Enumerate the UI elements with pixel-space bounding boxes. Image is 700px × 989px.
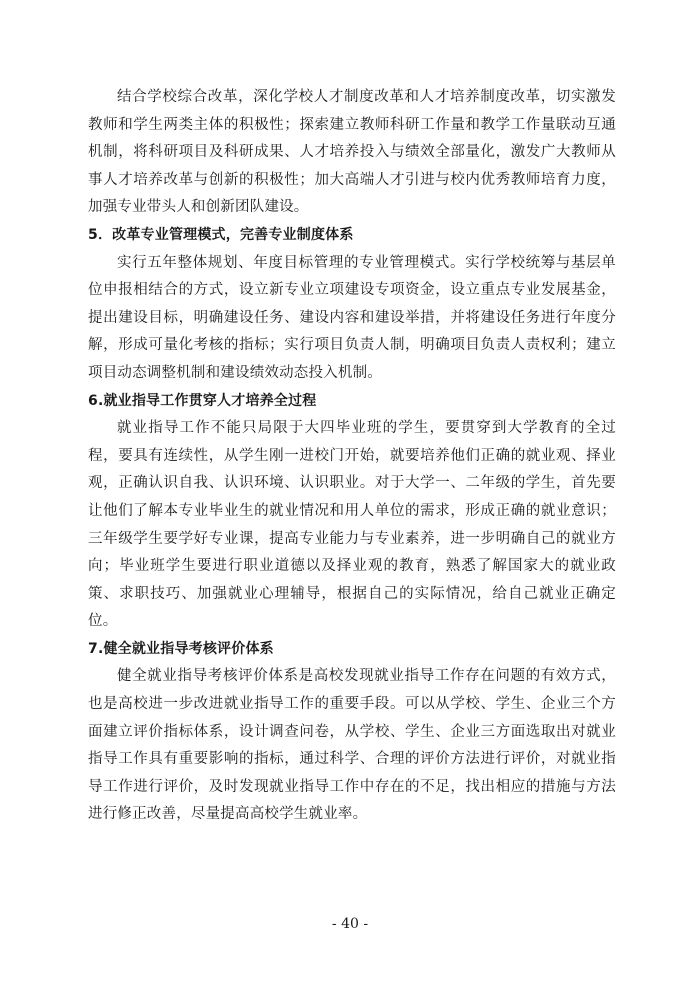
paragraph-specialty-management: 实行五年整体规划、年度目标管理的专业管理模式。实行学校统筹与基层单位申报相结合的方式，设立新专业立项建设专项资金，设立重点专业发展基金，提出建设目标，明确建设任务、建设内容和建设举措，并将建设任务进行年度分解，形成可量化考核的指标；实行项目负责人制，明确项目负责人责权利；建立项目动态调整机制和建设绩效动态投入机制。 [88,254,616,381]
paragraph-employment-guidance: 就业指导工作不能只局限于大四毕业班的学生，要贯穿到大学教育的全过程，要具有连续性，从学生刚一进校门开始，就要培养他们正确的就业观、择业观，正确认识自我、认识环境、认识职业。对于大学一、二年级的学生，首先要让他们了解本专业毕业生的就业情况和用人单位的需求，形成正确的就业意识；三年级学生要学好专业课，提高专业能力与专业素养，进一步明确自己的就业方向；毕业班学生要进行职业道德以及择业观的教育，熟悉了解国家大的就业政策、求职技巧、加强就业心理辅导，根据自己的实际情况，给自己就业正确定位。 [88,420,616,630]
section-heading-7: 7.健全就业指导考核评价体系 [88,640,274,657]
page-number: - 40 - [331,916,369,932]
paragraph-evaluation-system: 健全就业指导考核评价体系是高校发现就业指导工作存在问题的有效方式，也是高校进一步改进就业指导工作的重要手段。可以从学校、学生、企业三个方面建立评价指标体系，设计调查问卷，从学校、学生、企业三方面选取出对就业指导工作具有重要影响的指标，通过科学、合理的评价方法进行评价，对就业指导工作进行评价，及时发现就业指导工作中存在的不足，找出相应的措施与方法进行修正改善，尽量提高高校学生就业率。 [88,668,616,823]
section-heading-5: 5．改革专业管理模式，完善专业制度体系 [88,226,354,243]
paragraph-talent-reform: 结合学校综合改革，深化学校人才制度改革和人才培养制度改革，切实激发教师和学生两类主体的积极性；探索建立教师科研工作量和教学工作量联动互通机制，将科研项目及科研成果、人才培养投入与绩效全部量化，激发广大教师从事人才培养改革与创新的积极性；加大高端人才引进与校内优秀教师培育力度，加强专业带头人和创新团队建设。 [88,89,616,216]
section-heading-6: 6.就业指导工作贯穿人才培养全过程 [88,392,317,409]
page-content [88,84,616,829]
